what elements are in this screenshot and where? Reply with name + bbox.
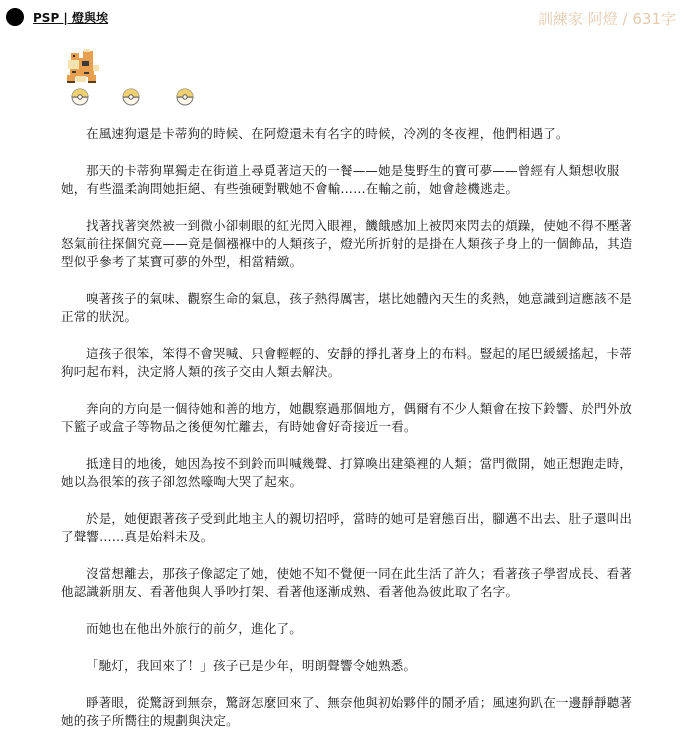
story-paragraph: 睜著眼，從驚訝到無奈，驚訝怎麼回來了、無奈他與初始夥伴的鬧矛盾；風速狗趴在一邊靜靜聽著她的孩子所嚮往的規劃與決定。: [61, 695, 633, 728]
story-paragraph: 「馳灯，我回來了！」孩子已是少年，明朗聲響令她熟悉。: [86, 658, 417, 673]
story-paragraph: 在風速狗還是卡蒂狗的時候、在阿燈還未有名字的時候，冷冽的冬夜裡，他們相遇了。: [86, 126, 569, 141]
story-body: [61, 125, 639, 749]
growlithe-sprite-icon: [62, 47, 102, 87]
story-paragraph: 而她也在他出外旅行的前夕，進化了。: [86, 621, 302, 636]
story-paragraph: 嗅著孩子的氣味、觀察生命的氣息，孩子熱得厲害，堪比她體內天生的炙熱，她意識到這應該不是正常的狀況。: [61, 291, 633, 324]
post-header: [0, 0, 684, 34]
poke-ball-icon: [122, 88, 140, 106]
story-paragraph: 沒當想離去，那孩子像認定了她，使她不知不覺便一同在此生活了許久；看著孩子學習成長、看著他認識新朋友、看著他與人爭吵打架、看著他逐漸成熟、看著他為彼此取了名字。: [61, 566, 633, 599]
story-paragraph: 那天的卡蒂狗單獨走在街道上尋覓著這天的一餐——她是隻野生的寶可夢——曾經有人類想收服她，有些溫柔詢問她拒絕、有些強硬對戰她不會輸……在輸之前，她會趁機逃走。: [61, 163, 620, 196]
story-paragraph: 找著找著突然被一到微小卻刺眼的紅光閃入眼裡，饑餓感加上被閃來閃去的煩躁，使她不得不壓著怒氣前往探個究竟——竟是個襁褓中的人類孩子，燈光所折射的是掛在人類孩子身上的一個飾品，其造型似乎參考了某寶可夢的外型，相當精緻。: [61, 218, 633, 269]
poke-ball-icon: [71, 88, 89, 106]
poke-ball-icon: [176, 88, 194, 106]
trainer-watermark: 訓練家 阿燈 / 631字: [538, 10, 676, 28]
story-paragraph: 奔向的方向是一個待她和善的地方，她觀察過那個地方，偶爾有不少人類會在按下鈴響、於門外放下籃子或盒子等物品之後便匆忙離去，有時她會好奇接近一看。: [61, 401, 633, 434]
bullet-dot-icon: [6, 8, 24, 26]
story-paragraph: 抵達目的地後，她因為按不到鈴而叫喊幾聲、打算喚出建築裡的人類；當門微開，她正想跑走時，她以為很笨的孩子卻忽然嚎啕大哭了起來。: [61, 456, 633, 489]
story-paragraph: 於是，她便跟著孩子受到此地主人的親切招呼，當時的她可是窘態百出，腳邁不出去、肚子還叫出了聲響……真是始料未及。: [61, 511, 633, 544]
post-title-link[interactable]: PSP | 燈與埃: [33, 11, 108, 25]
story-paragraph: 這孩子很笨，笨得不會哭喊、只會輕輕的、安靜的掙扎著身上的布料。豎起的尾巴緩緩搖起，卡蒂狗叼起布料，決定將人類的孩子交由人類去解決。: [61, 346, 633, 379]
